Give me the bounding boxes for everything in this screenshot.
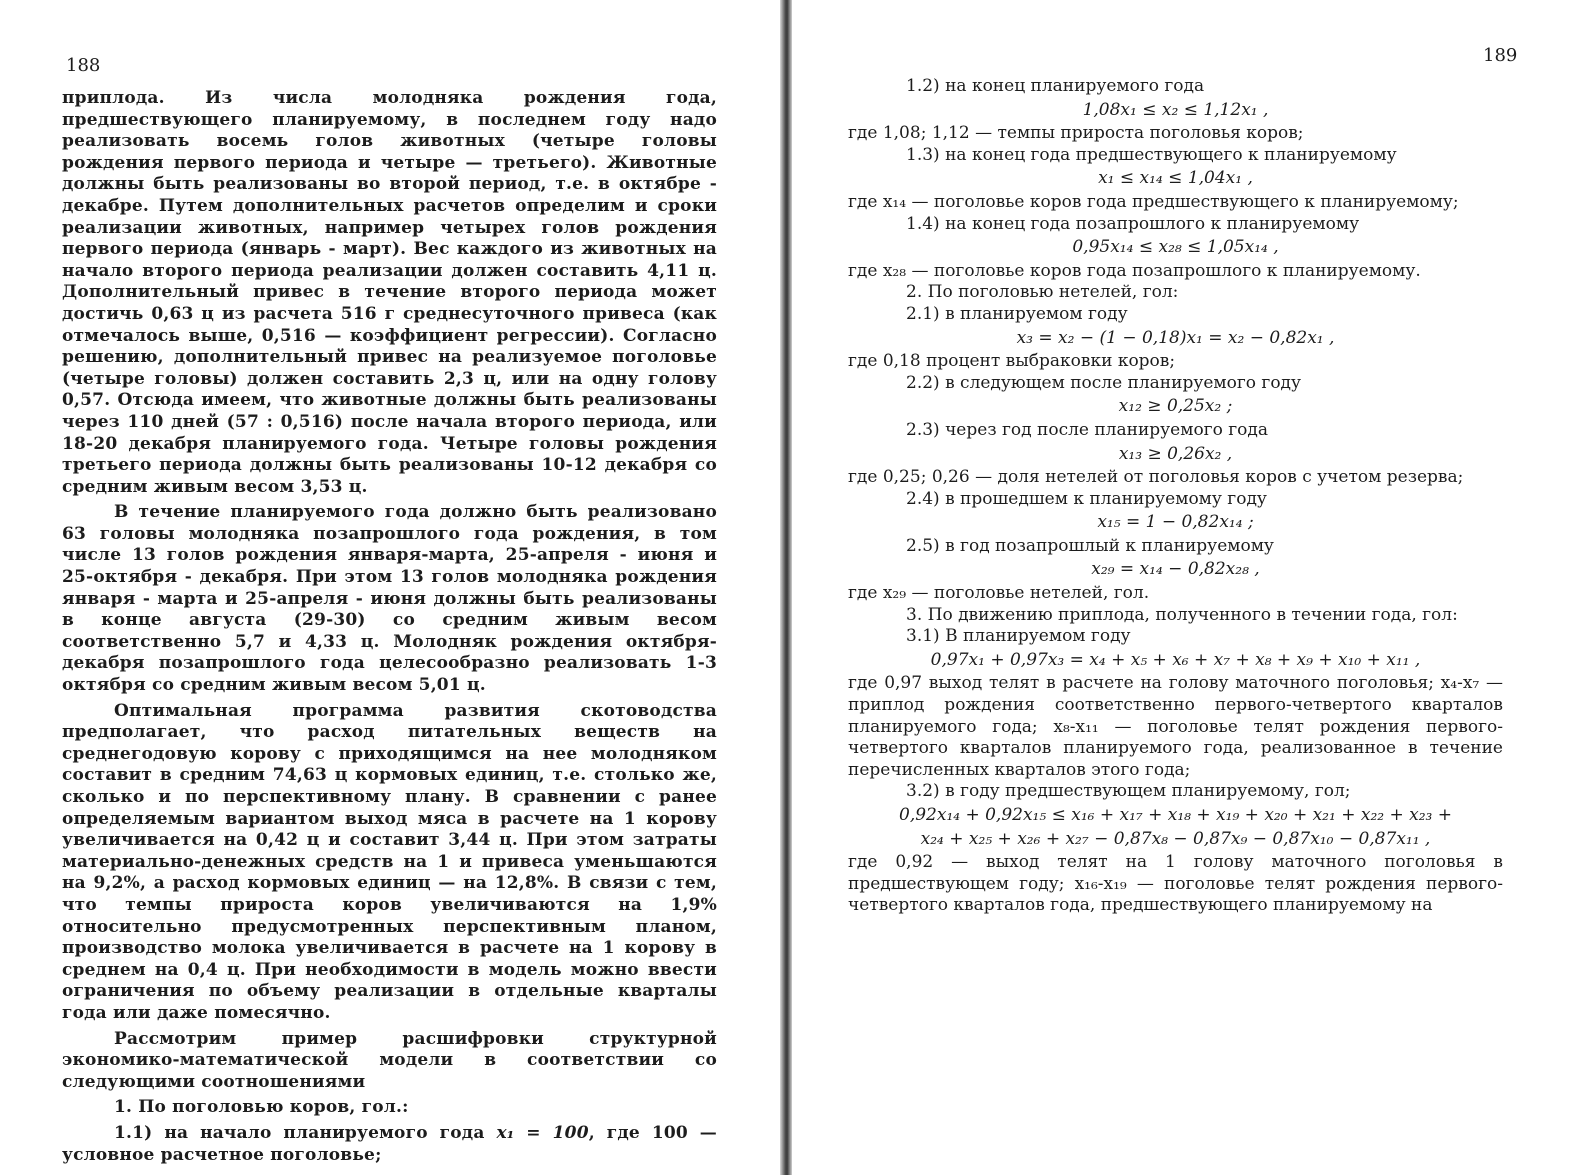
page-number-right: 189: [1483, 45, 1518, 66]
explanation: где x₂₉ — поголовье нетелей, гол.: [848, 583, 1150, 604]
item-text: 1.1) на начало планируемого года: [114, 1122, 497, 1143]
item-1-1: [62, 1123, 717, 1166]
formula: x₂₉ = x₁₄ − 0,82x₂₈ ,: [1091, 559, 1260, 580]
item-heading: 2.4) в прошедшем к планируемому году: [906, 488, 1267, 509]
item-heading: 2.2) в следующем после планируемого году: [906, 372, 1302, 393]
formula: 1,08x₁ ≤ x₂ ≤ 1,12x₁ ,: [1082, 99, 1269, 120]
formula: 0,92x₁₄ + 0,92x₁₅ ≤ x₁₆ + x₁₇ + x₁₈ + x₁₉ + x₂₀ + x₂₁ + x₂₂ + x₂₃ +: [899, 805, 1452, 825]
item-heading: 1.3) на конец года предшествующего к планируемому: [906, 144, 1397, 165]
explanation: где 0,18 процент выбраковки коров;: [848, 351, 1176, 372]
left-page-text: [62, 88, 717, 1166]
section-heading: 1. По поголовью коров, гол.:: [114, 1097, 409, 1118]
page-number-left: 188: [66, 55, 101, 76]
formula: 0,95x₁₄ ≤ x₂₈ ≤ 1,05x₁₄ ,: [1072, 237, 1279, 258]
formula: 0,97x₁ + 0,97x₃ = x₄ + x₅ + x₆ + x₇ + x₈ + x₉ + x₁₀ + x₁₁ ,: [930, 649, 1421, 670]
formula: x₁₂ ≥ 0,25x₂ ;: [1118, 396, 1233, 417]
section-heading: 3. По движению приплода, полученного в течении года, гол:: [906, 604, 1458, 625]
paragraph: приплода. Из числа молодняка рождения года, предшествующего планируемому, в последнем году надо реализовать восемь голов животных (четыре головы рождения первого периода и четыре — третьего). Животные должны быть реализованы во второй период, т.е. в октябре - декабре. Путем дополнительных расчетов определим и сроки реализации животных, например четырех голов рождения первого периода (январь - март). Вес каждого из животных на начало второго периода реализации должен составить 4,11 ц. Дополнительный привес в течение второго периода может достичь 0,63 ц из расчета 516 г среднесуточного привеса (как отмечалось выше, 0,516 — коэффициент регрессии). Согласно решению, дополнительный привес на реализуемое поголовье (четыре головы) должен составить 2,3 ц, или на одну голову 0,57. Отсюда имеем, что животные должны быть реализованы через 110 дней (57 : 0,516) после начала второго периода, или 18-20 декабря планируемого года. Четыре головы рождения третьего периода должны быть реализованы 10-12 декабря со средним живым весом 3,53 ц.: [62, 88, 717, 497]
book-gutter: [780, 0, 792, 1175]
explanation: где 1,08; 1,12 — темпы прироста поголовья коров;: [848, 123, 1304, 144]
formula: x₁ ≤ x₁₄ ≤ 1,04x₁ ,: [1098, 168, 1253, 189]
formula: x₂₄ + x₂₅ + x₂₆ + x₂₇ − 0,87x₈ − 0,87x₉ − 0,87x₁₀ − 0,87x₁₁ ,: [920, 828, 1431, 849]
explanation: где x₁₄ — поголовье коров года предшествующего к планируемому;: [848, 191, 1459, 212]
item-heading: 3.1) В планируемом году: [906, 626, 1131, 647]
paragraph: Рассмотрим пример расшифровки структурной экономико-математической модели в соответствии со следующими соотношениями: [62, 1028, 717, 1092]
right-page-text: [848, 76, 1503, 917]
formula: x₁₅ = 1 − 0,82x₁₄ ;: [1097, 512, 1254, 533]
formula: x₁₃ ≥ 0,26x₂ ,: [1118, 443, 1233, 464]
item-heading: 1.2) на конец планируемого года: [906, 76, 1205, 96]
inline-formula: x₁ = 100: [496, 1122, 589, 1143]
paragraph: Оптимальная программа развития скотоводства предполагает, что расход питательных веществ на среднегодовую корову с приходящимся на нее молодняком составит в средним 74,63 ц кормовых единиц, т.е. столько же, сколько и по перспективному плану. В сравнении с ранее определяемым вариантом выход мяса в расчете на 1 корову увеличивается на 0,42 ц и составит 3,44 ц. При этом затраты материально-денежных средств на 1 и привеса уменьшаются на 9,2%, а расход кормовых единиц — на 12,8%. В связи с тем, что темпы прироста коров увеличиваются на 1,9% относительно предусмотренных перспективным планом, производство молока увеличивается в расчете на 1 корову в среднем на 0,4 ц. При необходимости в модель можно ввести ограничения по объему реализации в отдельные кварталы года или даже помесячно.: [62, 700, 717, 1023]
item-text: , где 100 — условное расчетное поголовье;: [62, 1122, 717, 1165]
explanation: где 0,92 — выход телят на 1 голову маточного поголовья в предшествующем году; x₁₆-x₁₉ — поголовье телят рождения первого-четвертого кварталов года, предшествующего планируемому на: [848, 852, 1503, 916]
item-heading: 3.2) в году предшествующем планируемому, гол;: [906, 781, 1351, 802]
explanation: где 0,25; 0,26 — доля нетелей от поголовья коров с учетом резерва;: [848, 467, 1464, 488]
formula: x₃ = x₂ − (1 − 0,18)x₁ = x₂ − 0,82x₁ ,: [1016, 327, 1335, 348]
explanation: где 0,97 выход телят в расчете на голову маточного поголовья; x₄-x₇ — приплод рождения соответственно первого-четвертого кварталов планируемого года; x₈-x₁₁ — поголовье телят рождения первого-четвертого кварталов планируемого года, реализованное в течение перечисленных кварталов этого года;: [848, 673, 1503, 780]
section-heading: 2. По поголовью нетелей, гол:: [906, 282, 1179, 303]
item-heading: 2.5) в год позапрошлый к планируемому: [906, 535, 1274, 556]
paragraph: В течение планируемого года должно быть реализовано 63 головы молодняка позапрошлого года рождения, в том числе 13 голов рождения января-марта, 25-апреля - июня и 25-октября - декабря. При этом 13 голов молодняка рождения января - марта и 25-апреля - июня должны быть реализованы в конце августа (29-30) со средним живым весом соответственно 5,7 и 4,33 ц. Молодняк рождения октября-декабря позапрошлого года целесообразно реализовать 1-3 октября со средним живым весом 5,01 ц.: [62, 502, 717, 696]
explanation: где x₂₈ — поголовье коров года позапрошлого к планируемому.: [848, 260, 1421, 281]
item-heading: 1.4) на конец года позапрошлого к планируемому: [906, 213, 1360, 234]
item-heading: 2.1) в планируемом году: [906, 303, 1128, 324]
item-heading: 2.3) через год после планируемого года: [906, 419, 1268, 440]
